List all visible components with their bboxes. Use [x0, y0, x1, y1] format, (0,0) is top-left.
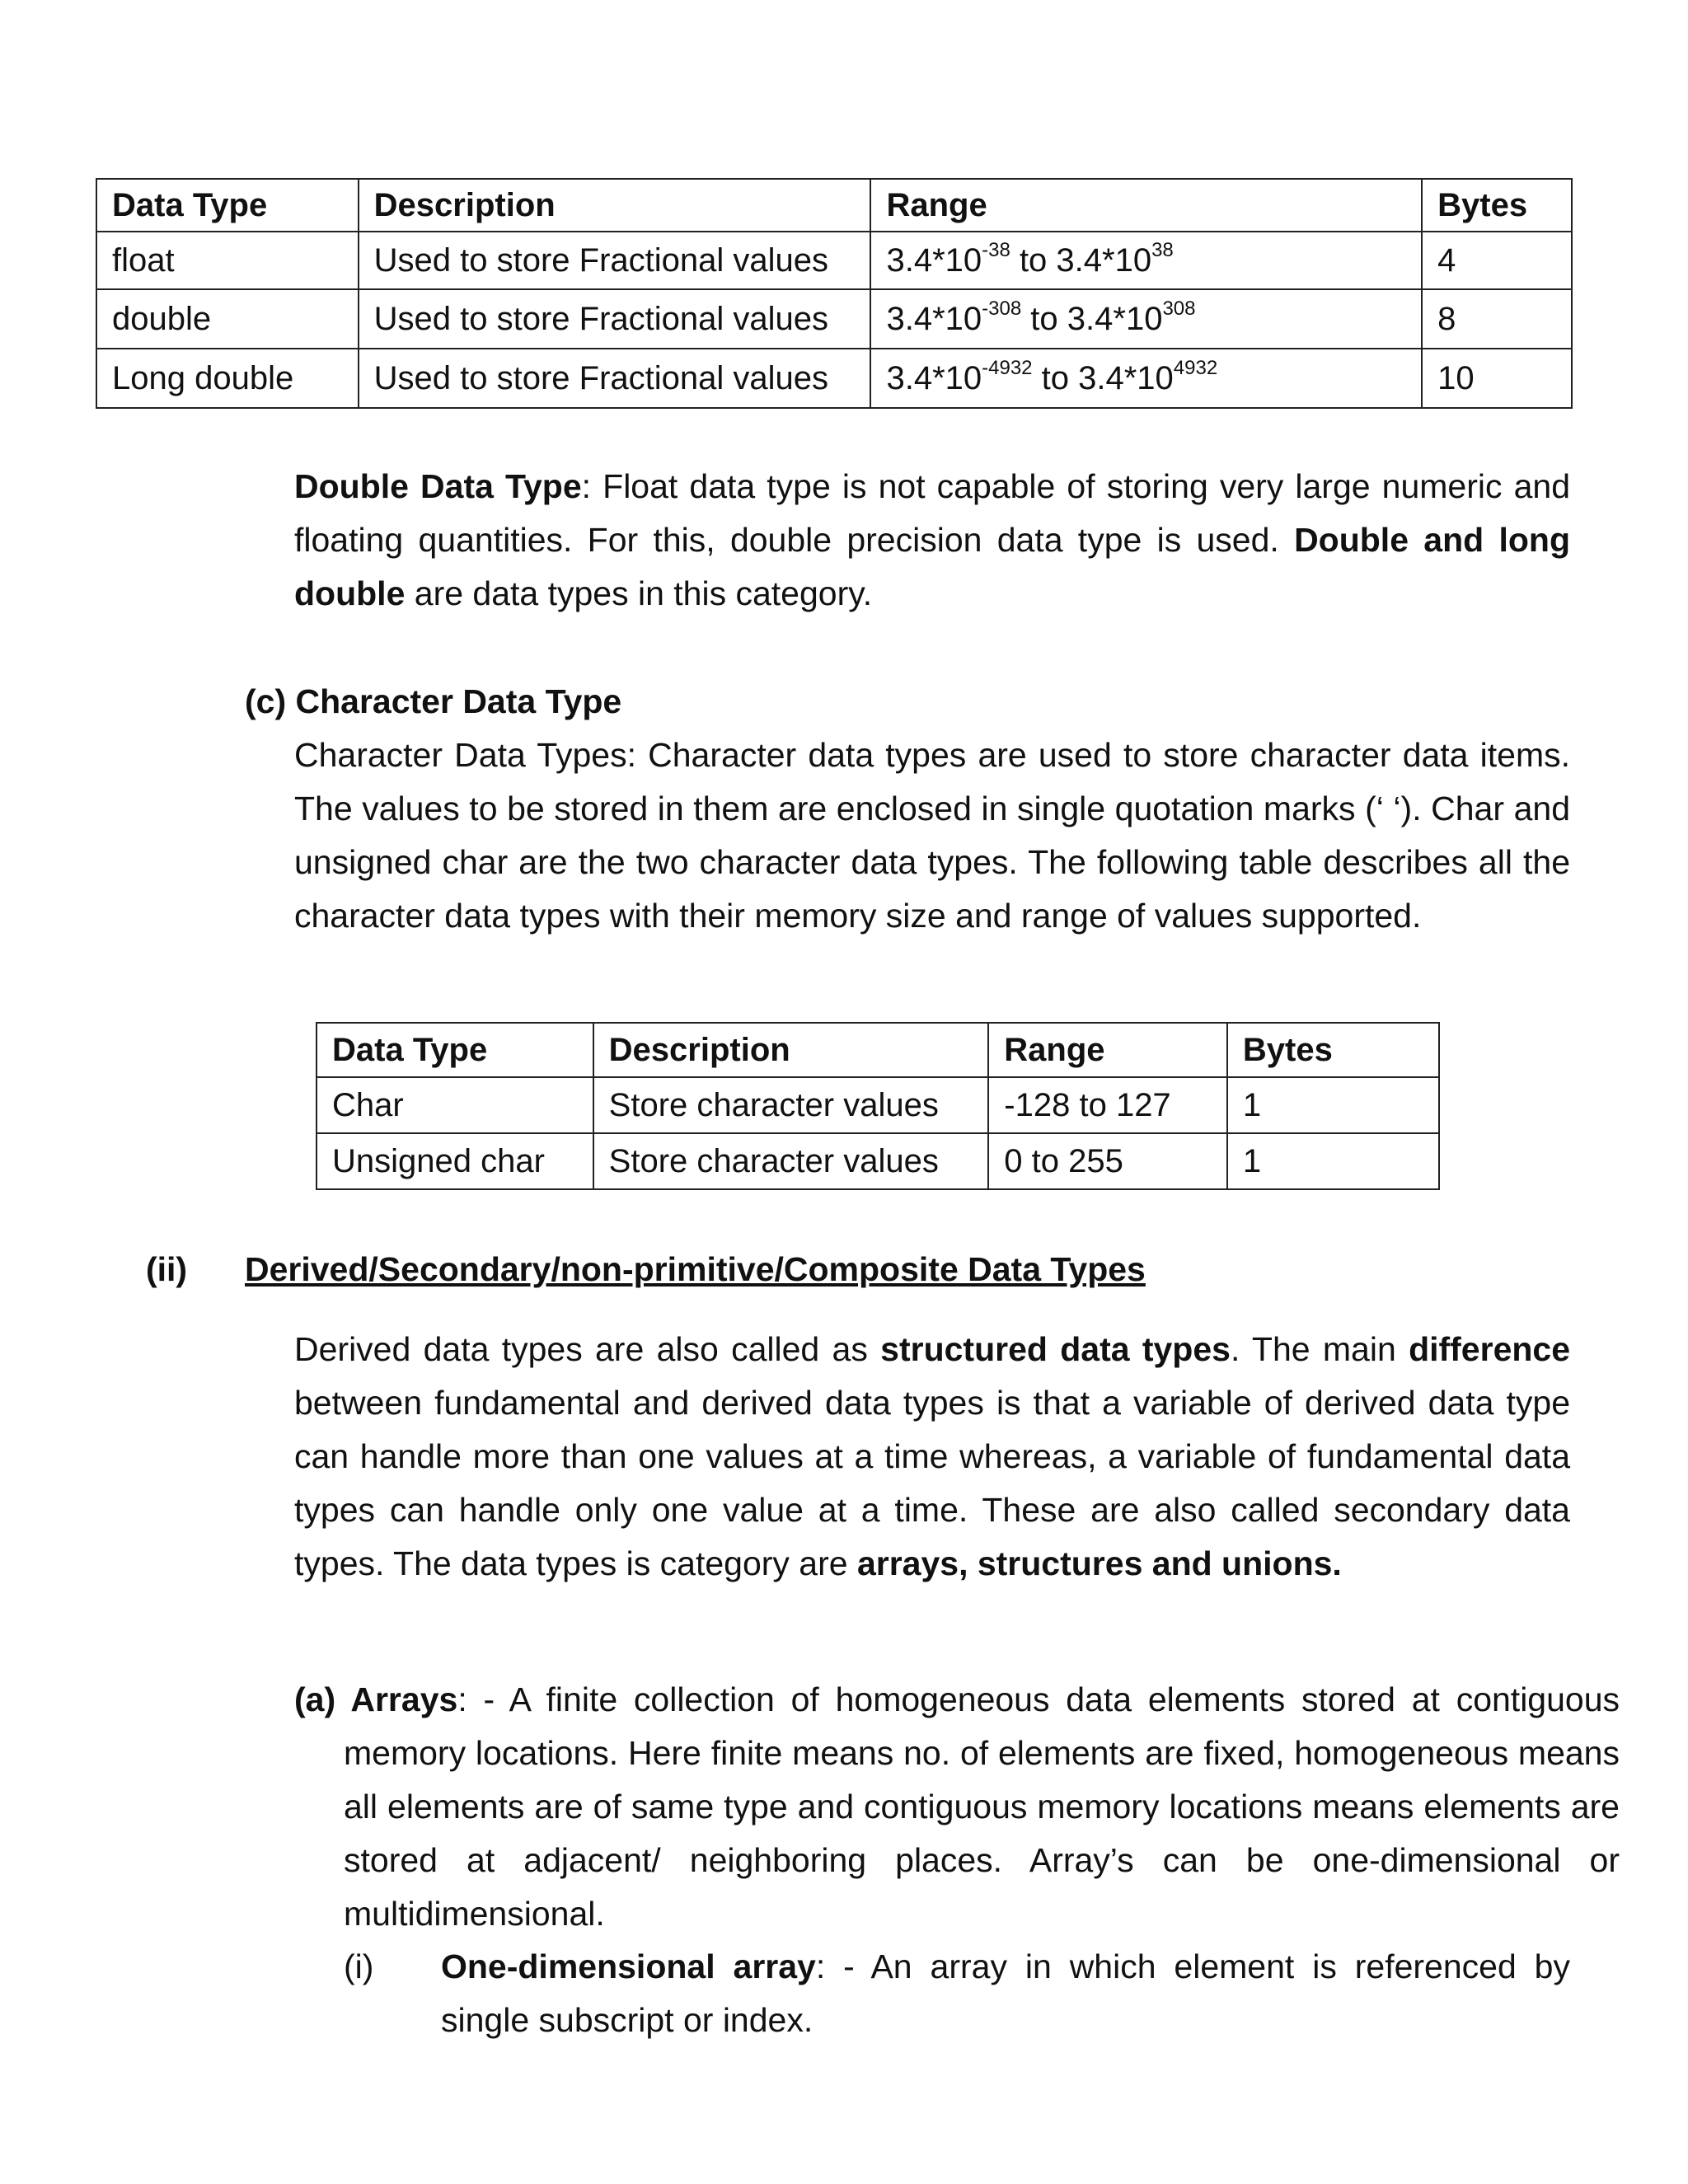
one-dim-label: One-dimensional array: [441, 1947, 816, 1985]
char-type-heading: (c) Character Data Type: [245, 682, 622, 720]
desc-cell: Used to store Fractional values: [359, 349, 871, 408]
bytes-cell: 8: [1422, 289, 1572, 349]
bytes-cell: 1: [1227, 1133, 1439, 1189]
header-cell: Bytes: [1422, 179, 1572, 232]
bytes-cell: 10: [1422, 349, 1572, 408]
arrays-paragraph: (a) Arrays: - A finite collection of homogeneous data elements stored at contiguous memory locations. Here finite means no. of elements are fixed, homogeneous means all elements are of same type and contiguous memory locations means elements are stored at adjacent/ neighboring places. Array’s can be one-dimensional or multidimensional.: [294, 1680, 1620, 1933]
type-cell: double: [96, 289, 359, 349]
bytes-cell: 1: [1227, 1077, 1439, 1133]
range-cell: 0 to 255: [988, 1133, 1227, 1189]
header-cell: Bytes: [1227, 1023, 1439, 1077]
table-row: [316, 1077, 1439, 1133]
table-row: [96, 232, 1572, 289]
type-cell: float: [96, 232, 359, 289]
double-type-label: Double Data Type: [294, 467, 582, 505]
double-type-paragraph: Double Data Type: Float data type is not capable of storing very large numeric and floating quantities. For this, double precision data type is used. Double and long double are data types in this category.: [294, 467, 1570, 612]
range-cell: $3.4*10^{-38}$ to $3.4*10^{38}$: [870, 232, 1422, 289]
desc-cell: Store character values: [593, 1077, 989, 1133]
arrays-label: (a) Arrays: [294, 1680, 458, 1718]
table-row: [96, 349, 1572, 408]
range-cell: $3.4*10^{-308}$ to $3.4*10^{308}$: [870, 289, 1422, 349]
table-row: [96, 289, 1572, 349]
type-cell: Char: [316, 1077, 593, 1133]
derived-paragraph: Derived data types are also called as structured data types. The main difference between fundamental and derived data types is that a variable of derived data type can handle more than one values at a time whereas, a variable of fundamental data types can handle only one value at a time. These are also called secondary data types. The data types is category are arrays, structures and unions.: [294, 1330, 1571, 1582]
one-dim-paragraph: One-dimensional array: - An array in which element is referenced by single subscript or index.: [441, 1947, 1570, 2039]
type-cell: Unsigned char: [316, 1133, 593, 1189]
header-cell: Data Type: [316, 1023, 593, 1077]
float-types-table: [96, 178, 1573, 409]
char-types-table: [316, 1022, 1440, 1190]
char-type-paragraph: Character Data Types: Character data types are used to store character data items. The values to be stored in them are enclosed in single quotation marks (‘ ‘). Char and unsigned char are the two character data types. The following table describes all the character data types with their memory size and range of values supported.: [294, 736, 1570, 935]
desc-cell: Store character values: [593, 1133, 989, 1189]
derived-number: (ii): [146, 1250, 188, 1288]
header-cell: Description: [593, 1023, 989, 1077]
table-header-row: [96, 179, 1572, 232]
derived-heading: Derived/Secondary/non-primitive/Composite Data Types: [245, 1250, 1146, 1288]
range-cell: -128 to 127: [988, 1077, 1227, 1133]
table-row: [316, 1133, 1439, 1189]
one-dim-number: (i): [344, 1947, 374, 1985]
table-header-row: [316, 1023, 1439, 1077]
header-cell: Range: [988, 1023, 1227, 1077]
header-cell: Description: [359, 179, 871, 232]
bytes-cell: 4: [1422, 232, 1572, 289]
header-cell: Data Type: [96, 179, 359, 232]
desc-cell: Used to store Fractional values: [359, 232, 871, 289]
range-cell: $3.4*10^{-4932}$ to $3.4*10^{4932}$: [870, 349, 1422, 408]
type-cell: Long double: [96, 349, 359, 408]
header-cell: Range: [870, 179, 1422, 232]
desc-cell: Used to store Fractional values: [359, 289, 871, 349]
